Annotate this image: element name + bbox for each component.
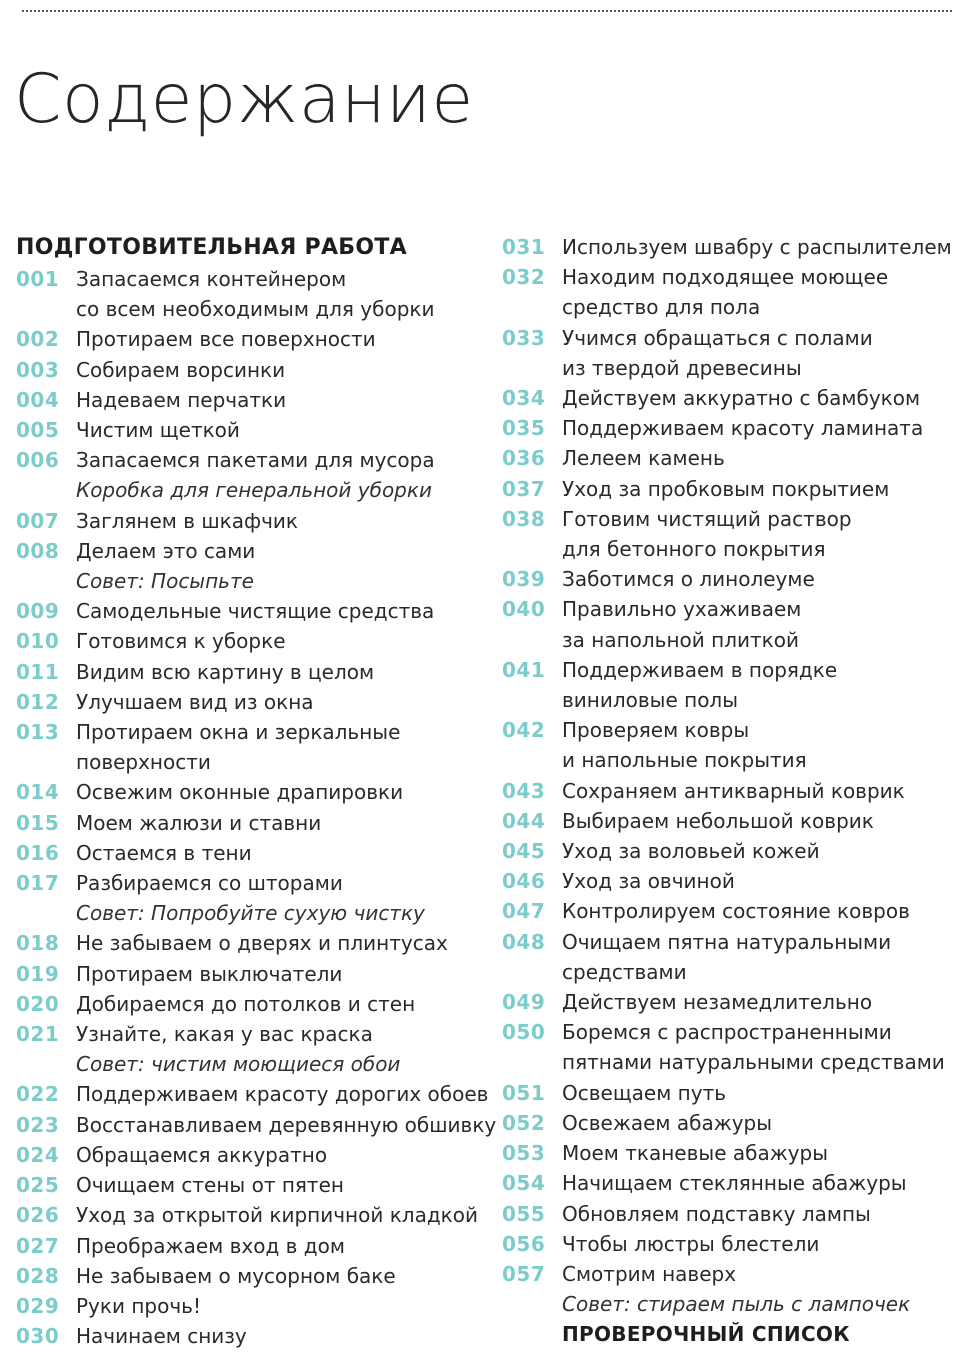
toc-item-title [76, 596, 434, 626]
toc-item-title [76, 355, 285, 385]
toc-item-number: 023 [16, 1112, 60, 1137]
toc-item-title [76, 928, 448, 958]
toc-item-number: 031 [502, 235, 546, 259]
toc-item-title [562, 383, 920, 413]
toc-item-title-line: Уход за воловьей кожей [562, 839, 820, 864]
toc-item-number: 030 [16, 1324, 60, 1349]
toc-item-012[interactable] [16, 687, 486, 717]
toc-item-title [76, 1261, 396, 1291]
toc-item-number: 041 [502, 657, 546, 682]
toc-item-title-line: Готовим чистящий раствор [562, 506, 852, 531]
toc-item-title [562, 776, 905, 806]
toc-item-title-line: Очищаем пятна натуральными [562, 929, 892, 954]
toc-item-title-line: Уход за открытой кирпичной кладкой [76, 1203, 478, 1228]
toc-item-038[interactable] [502, 504, 952, 564]
toc-item-number: 035 [502, 416, 546, 441]
toc-item-number: 022 [16, 1082, 60, 1107]
toc-item-number: 047 [502, 899, 546, 924]
toc-item-number: 045 [502, 839, 546, 864]
toc-item-018[interactable] [16, 928, 486, 958]
toc-item-052[interactable] [502, 1108, 952, 1138]
toc-item-021[interactable] [16, 1019, 486, 1049]
toc-item-title-line: Руки прочь! [76, 1293, 201, 1318]
toc-item-019[interactable] [16, 959, 486, 989]
toc-item-title-line: Проверяем ковры [562, 718, 750, 743]
toc-item-title [76, 1110, 496, 1140]
toc-item-title [562, 715, 807, 775]
toc-item-008[interactable] [16, 536, 486, 566]
toc-item-number: 050 [502, 1020, 546, 1045]
toc-item-title-line: Смотрим наверх [562, 1261, 737, 1286]
toc-item-title [76, 989, 415, 1019]
toc-item-number: 044 [502, 808, 546, 833]
toc-item-number: 033 [502, 325, 546, 350]
toc-item-number: 012 [16, 689, 60, 714]
toc-item-title [562, 564, 815, 594]
toc-item-title [562, 987, 872, 1017]
toc-item-036[interactable] [502, 443, 952, 473]
toc-item-title-line: Обновляем подставку лампы [562, 1201, 871, 1226]
toc-item-number: 005 [16, 418, 60, 443]
toc-item-title [562, 866, 735, 896]
toc-item-title [562, 474, 889, 504]
toc-item-039[interactable] [502, 564, 952, 594]
toc-item-054[interactable] [502, 1168, 952, 1198]
checklist-heading: ПРОВЕРОЧНЫЙ СПИСОК [562, 1322, 850, 1347]
toc-item-title-line: Поддерживаем красоту ламината [562, 416, 924, 441]
toc-item-number: 040 [502, 597, 546, 622]
toc-item-title-line: Правильно ухаживаем [562, 597, 802, 622]
toc-item-number: 048 [502, 929, 546, 954]
toc-tip: Совет: чистим моющиеся обои [76, 1052, 401, 1077]
toc-item-048[interactable] [502, 927, 952, 987]
toc-item-title [76, 717, 400, 777]
toc-item-title [562, 1199, 871, 1229]
toc-item-number: 037 [502, 476, 546, 501]
toc-item-013[interactable] [16, 717, 486, 777]
toc-item-title [76, 324, 376, 354]
toc-item-title-line: и напольные покрытия [562, 748, 807, 773]
toc-item-051[interactable] [502, 1078, 952, 1108]
toc-item-004[interactable] [16, 385, 486, 415]
toc-item-title-line: Остаемся в тени [76, 840, 252, 865]
toc-item-title [76, 1140, 327, 1170]
toc-item-title [562, 927, 891, 987]
toc-item-number: 054 [502, 1171, 546, 1196]
toc-item-number: 009 [16, 599, 60, 624]
toc-item-027[interactable] [16, 1231, 486, 1261]
toc-column-left [16, 232, 497, 1351]
toc-item-title-line: Выбираем небольшой коврик [562, 808, 874, 833]
toc-item-number: 010 [16, 629, 60, 654]
toc-item-title-line: Моем жалюзи и ставни [76, 810, 322, 835]
toc-item-title [562, 655, 837, 715]
toc-item-title-line: Самодельные чистящие средства [76, 599, 435, 624]
toc-item-057[interactable] [502, 1259, 952, 1289]
toc-item-title [562, 232, 952, 262]
toc-item-title-line: Лелеем камень [562, 446, 725, 471]
toc-item-title-line: Улучшаем вид из окна [76, 689, 314, 714]
toc-item-title [76, 1170, 344, 1200]
toc-item-number: 007 [16, 508, 60, 533]
toc-item-title [76, 838, 252, 868]
toc-item-number: 002 [16, 327, 60, 352]
toc-item-032[interactable] [502, 262, 952, 322]
toc-item-number: 028 [16, 1263, 60, 1288]
toc-item-040[interactable] [502, 594, 952, 654]
toc-item-001[interactable] [16, 264, 486, 324]
toc-column-right [502, 232, 952, 1350]
toc-item-029[interactable] [16, 1291, 486, 1321]
toc-item-title [76, 506, 298, 536]
toc-item-title [76, 415, 240, 445]
toc-item-number: 019 [16, 961, 60, 986]
toc-item-003[interactable] [16, 355, 486, 385]
toc-item-number: 036 [502, 446, 546, 471]
toc-item-number: 027 [16, 1233, 60, 1258]
toc-item-number: 042 [502, 718, 546, 743]
toc-item-053[interactable] [502, 1138, 952, 1168]
toc-item-title-line: со всем необходимым для уборки [76, 297, 435, 322]
toc-item-title [562, 806, 874, 836]
toc-item-title-line: Заботимся о линолеуме [562, 567, 815, 592]
toc-item-011[interactable] [16, 657, 486, 687]
toc-item-007[interactable] [16, 506, 486, 536]
toc-item-title [76, 1321, 247, 1351]
toc-item-number: 056 [502, 1231, 546, 1256]
toc-item-number: 020 [16, 991, 60, 1016]
toc-item-034[interactable] [502, 383, 952, 413]
toc-item-045[interactable] [502, 836, 952, 866]
toc-item-title-line: Протираем все поверхности [76, 327, 376, 352]
toc-item-number: 014 [16, 780, 60, 805]
toc-item-025[interactable] [16, 1170, 486, 1200]
toc-item-title [562, 262, 888, 322]
toc-item-022[interactable] [16, 1079, 489, 1109]
toc-item-title-line: Добираемся до потолков и стен [76, 991, 416, 1016]
toc-item-title-line: Протираем окна и зеркальные [76, 720, 401, 745]
toc-item-number: 049 [502, 990, 546, 1015]
top-dotted-rule [22, 10, 952, 12]
toc-item-title-line: Собираем ворсинки [76, 357, 286, 382]
toc-item-055[interactable] [502, 1199, 952, 1229]
section-heading: ПОДГОТОВИТЕЛЬНАЯ РАБОТА [16, 235, 407, 260]
toc-item-title [562, 1229, 819, 1259]
toc-item-title [562, 836, 820, 866]
toc-item-number: 004 [16, 387, 60, 412]
toc-item-title-line: Протираем выключатели [76, 961, 343, 986]
toc-item-title-line: Начинаем снизу [76, 1324, 247, 1349]
toc-item-title [76, 626, 286, 656]
toc-item-title-line: Боремся с распространенными [562, 1020, 892, 1045]
toc-item-number: 015 [16, 810, 60, 835]
toc-item-title-line: средство для пола [562, 295, 761, 320]
toc-item-number: 006 [16, 448, 60, 473]
toc-item-title [76, 657, 374, 687]
toc-item-number: 013 [16, 720, 60, 745]
toc-item-028[interactable] [16, 1261, 486, 1291]
toc-tip: Совет: Попробуйте сухую чистку [76, 901, 425, 926]
toc-item-043[interactable] [502, 776, 952, 806]
toc-item-title-line: виниловые полы [562, 688, 739, 713]
toc-item-title-line: Заглянем в шкафчик [76, 508, 299, 533]
toc-item-title-line: Поддерживаем в порядке [562, 657, 838, 682]
toc-tip: Совет: Посыпьте [76, 569, 254, 594]
toc-item-title [562, 896, 910, 926]
toc-item-number: 034 [502, 386, 546, 411]
toc-item-number: 039 [502, 567, 546, 592]
toc-item-030[interactable] [16, 1321, 486, 1351]
toc-item-number: 024 [16, 1142, 60, 1167]
toc-item-002[interactable] [16, 324, 486, 354]
toc-item-title-line: Действуем незамедлительно [562, 990, 873, 1015]
toc-item-title-line: для бетонного покрытия [562, 537, 826, 562]
toc-item-title-line: Моем тканевые абажуры [562, 1141, 829, 1166]
toc-item-title [562, 594, 801, 654]
toc-item-042[interactable] [502, 715, 952, 775]
toc-item-number: 018 [16, 931, 60, 956]
toc-item-006[interactable] [16, 445, 486, 475]
toc-list-right [502, 232, 952, 1319]
toc-item-number: 052 [502, 1110, 546, 1135]
toc-item-title-line: за напольной плиткой [562, 627, 799, 652]
toc-item-number: 029 [16, 1293, 60, 1318]
toc-item-title-line: Не забываем о дверях и плинтусах [76, 931, 448, 956]
toc-item-title-line: Действуем аккуратно с бамбуком [562, 386, 921, 411]
toc-item-title-line: Не забываем о мусорном баке [76, 1263, 396, 1288]
toc-item-title [76, 1291, 201, 1321]
toc-item-title [76, 868, 343, 898]
toc-item-020[interactable] [16, 989, 486, 1019]
toc-item-056[interactable] [502, 1229, 952, 1259]
toc-item-title [76, 1019, 373, 1049]
toc-item-title [76, 808, 321, 838]
toc-item-title-line: Поддерживаем красоту дорогих обоев [76, 1082, 489, 1107]
toc-item-title-line: Надеваем перчатки [76, 387, 287, 412]
toc-item-047[interactable] [502, 896, 952, 926]
toc-item-035[interactable] [502, 413, 952, 443]
toc-item-title [562, 1138, 828, 1168]
toc-item-number: 051 [502, 1080, 546, 1105]
toc-item-title-line: Находим подходящее моющее [562, 265, 889, 290]
toc-item-037[interactable] [502, 474, 952, 504]
toc-item-number: 026 [16, 1203, 60, 1228]
toc-item-title-line: Узнайте, какая у вас краска [76, 1022, 373, 1047]
toc-item-046[interactable] [502, 866, 952, 896]
toc-item-title-line: Готовимся к уборке [76, 629, 286, 654]
toc-item-title [76, 536, 255, 566]
toc-item-title-line: Уход за овчиной [562, 869, 735, 894]
toc-item-number: 055 [502, 1201, 546, 1226]
toc-tip: Коробка для генеральной уборки [76, 478, 432, 503]
toc-item-number: 001 [16, 267, 60, 291]
toc-item-title [562, 413, 923, 443]
toc-item-title-line: Начищаем стеклянные абажуры [562, 1171, 907, 1196]
toc-item-049[interactable] [502, 987, 952, 1017]
toc-item-number: 046 [502, 869, 546, 894]
toc-item-015[interactable] [16, 808, 486, 838]
toc-item-031[interactable] [502, 232, 952, 262]
toc-item-023[interactable] [16, 1110, 497, 1140]
toc-item-number: 017 [16, 871, 60, 896]
toc-item-title-line: Освежим оконные драпировки [76, 780, 404, 805]
toc-item-026[interactable] [16, 1200, 486, 1230]
toc-item-number: 057 [502, 1261, 546, 1286]
toc-item-title-line: Делаем это сами [76, 538, 256, 563]
toc-item-number: 021 [16, 1022, 60, 1047]
toc-item-017[interactable] [16, 868, 486, 898]
toc-item-title-line: поверхности [76, 750, 211, 775]
page-title: Содержание [14, 60, 474, 139]
toc-item-number: 003 [16, 357, 60, 382]
toc-item-005[interactable] [16, 415, 486, 445]
toc-item-050[interactable] [502, 1017, 952, 1077]
toc-item-title [562, 1078, 726, 1108]
toc-item-title [562, 1108, 772, 1138]
toc-item-title-line: Освежаем абажуры [562, 1110, 773, 1135]
toc-item-title [562, 1168, 907, 1198]
toc-item-title-line: Чистим щеткой [76, 418, 240, 443]
toc-item-033[interactable] [502, 323, 952, 383]
toc-item-number: 032 [502, 265, 546, 290]
toc-item-number: 011 [16, 659, 60, 684]
toc-item-number: 008 [16, 538, 60, 563]
toc-item-014[interactable] [16, 777, 486, 807]
toc-item-title [76, 959, 342, 989]
toc-list-left [16, 264, 497, 1351]
toc-item-title-line: Контролируем состояние ковров [562, 899, 910, 924]
toc-item-title-line: Уход за пробковым покрытием [562, 476, 890, 501]
toc-item-number: 038 [502, 506, 546, 531]
toc-item-number: 043 [502, 778, 546, 803]
toc-item-041[interactable] [502, 655, 952, 715]
toc-item-title [76, 1231, 345, 1261]
toc-item-title [562, 1259, 736, 1289]
toc-item-title-line: Учимся обращаться с полами [562, 325, 873, 350]
toc-item-title-line: из твердой древесины [562, 355, 802, 380]
toc-item-009[interactable] [16, 596, 486, 626]
toc-item-044[interactable] [502, 806, 952, 836]
toc-item-number: 016 [16, 840, 60, 865]
toc-item-title-line: пятнами натуральными средствами [562, 1050, 945, 1075]
toc-item-title [562, 1017, 945, 1077]
toc-item-title-line: Чтобы люстры блестели [562, 1231, 820, 1256]
toc-item-title-line: Сохраняем антикварный коврик [562, 778, 905, 803]
toc-item-title [76, 687, 314, 717]
toc-item-title [76, 777, 403, 807]
toc-item-title-line: Освещаем путь [562, 1080, 727, 1105]
toc-item-title [562, 504, 852, 564]
toc-item-title-line: Разбираемся со шторами [76, 871, 343, 896]
toc-item-title-line: Обращаемся аккуратно [76, 1142, 328, 1167]
toc-item-title [76, 264, 434, 324]
toc-tip: Совет: стираем пыль с лампочек [562, 1292, 911, 1317]
toc-item-016[interactable] [16, 838, 486, 868]
toc-item-title-line: средствами [562, 959, 687, 984]
toc-item-title-line: Преображаем вход в дом [76, 1233, 345, 1258]
toc-item-number: 053 [502, 1141, 546, 1166]
toc-item-024[interactable] [16, 1140, 486, 1170]
toc-item-title [76, 385, 286, 415]
toc-item-title-line: Запасаемся контейнером [76, 267, 347, 291]
toc-item-number: 025 [16, 1173, 60, 1198]
toc-item-title-line: Очищаем стены от пятен [76, 1173, 344, 1198]
toc-item-title [76, 1200, 478, 1230]
toc-item-title [562, 443, 725, 473]
toc-item-title-line: Видим всю картину в целом [76, 659, 375, 684]
toc-item-title [76, 1079, 488, 1109]
toc-item-010[interactable] [16, 626, 486, 656]
toc-item-title-line: Используем швабру с распылителем [562, 235, 952, 259]
toc-item-title [76, 445, 435, 475]
toc-item-title [562, 323, 873, 383]
toc-item-title-line: Восстанавливаем деревянную обшивку [76, 1112, 497, 1137]
toc-item-title-line: Запасаемся пакетами для мусора [76, 448, 435, 473]
